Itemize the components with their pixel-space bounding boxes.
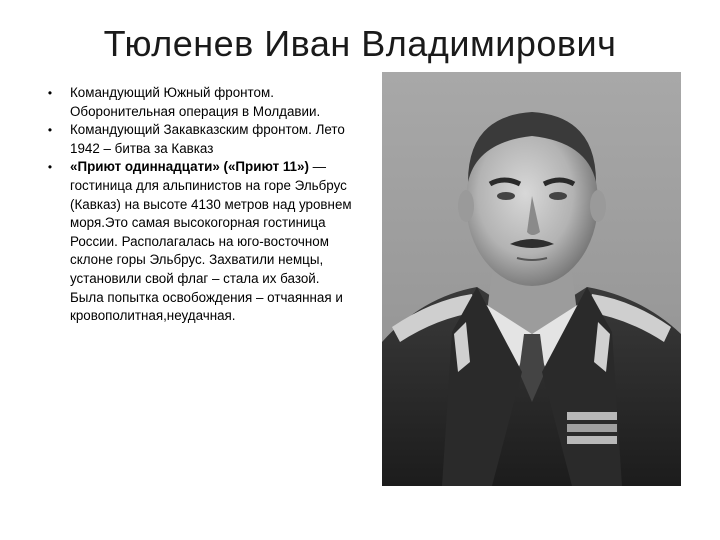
bullet-dot: •	[47, 123, 53, 138]
bullet-text: — гостиница для альпинистов на горе Эльбрус (Кавказ) на высоте 4130 метров над уровнем моря.Это самая высокогорная гостиница России. Располагалась на юго-восточном склоне горы Эльбрус. Захватили немцы, установили свой флаг – стала их базой. Была попытка освобождения – отчаянная и кровополитная,неудачная.	[70, 159, 352, 324]
portrait-photo	[382, 72, 681, 486]
bullet-dot: •	[47, 86, 53, 100]
portrait-illustration	[382, 72, 681, 486]
slide-title: Тюленев Иван Владимирович	[103, 23, 617, 64]
bullet-item	[40, 158, 355, 325]
bullet-item	[40, 121, 355, 158]
bullet-item	[40, 84, 355, 121]
bullet-list	[40, 84, 355, 326]
bullet-text: Командующий Закавказским фронтом. Лето 1942 – битва за Кавказ	[70, 122, 345, 156]
bullet-text: Командующий Южный фронтом. Оборонительная операция в Молдавии.	[70, 85, 321, 119]
bullet-bold-text: «Приют одиннадцати» («Приют 11»)	[70, 159, 309, 175]
bullet-dot: •	[47, 160, 53, 175]
